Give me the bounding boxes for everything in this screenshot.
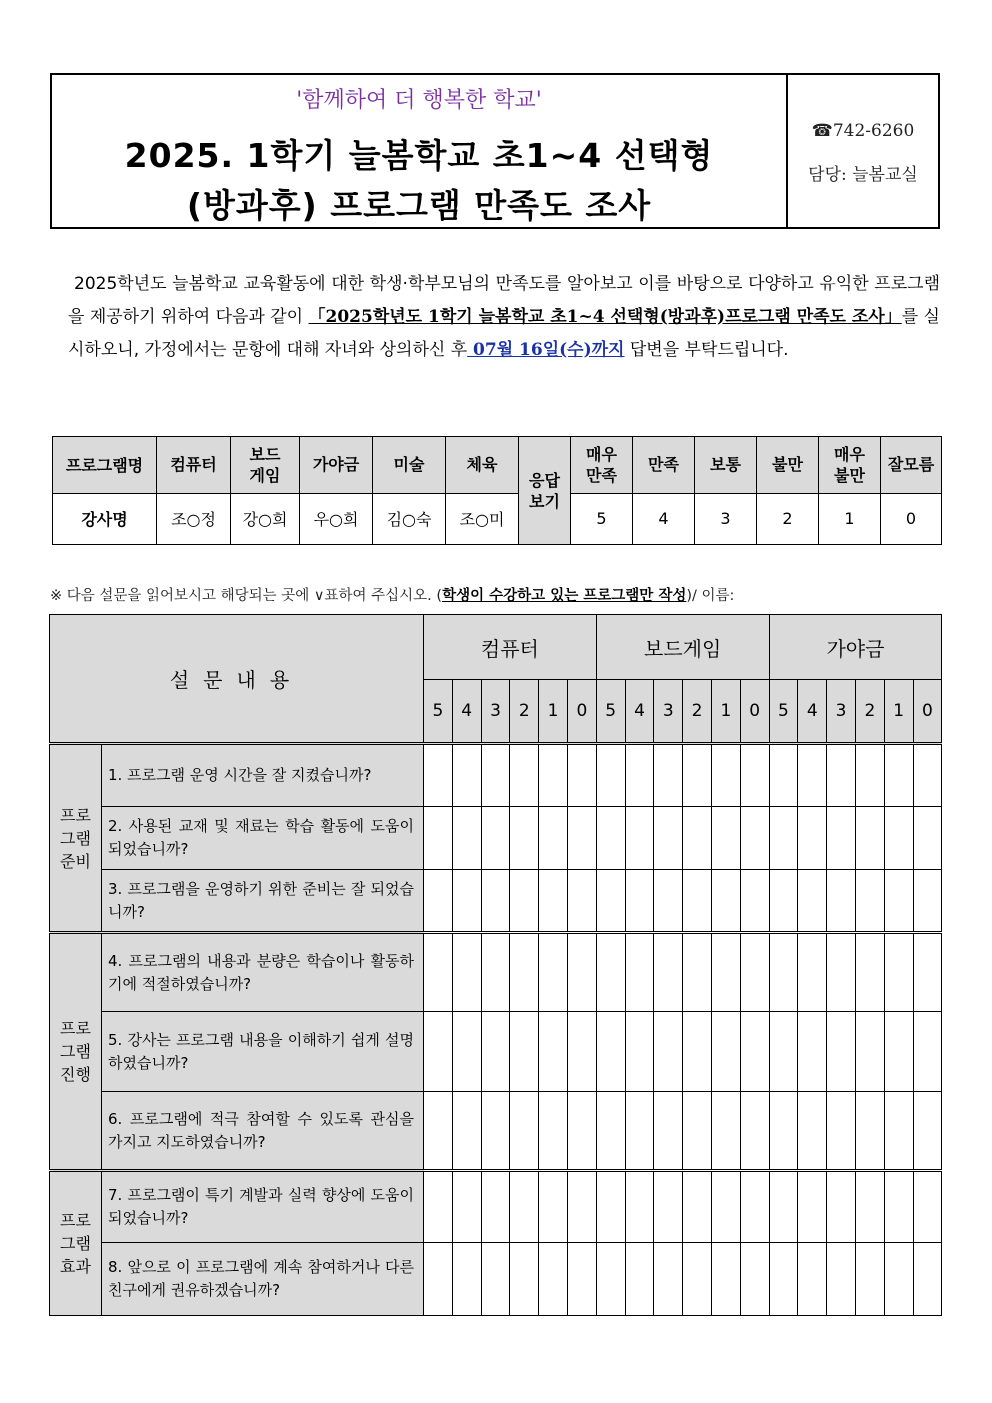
category-2: 프로 그램 진행 — [50, 933, 102, 1171]
answer-cell[interactable] — [510, 870, 539, 933]
answer-cell[interactable] — [683, 1092, 712, 1171]
answer-cell[interactable] — [567, 1092, 596, 1171]
answer-cell[interactable] — [424, 870, 453, 933]
answer-cell[interactable] — [913, 807, 942, 870]
answer-cell[interactable] — [711, 1243, 740, 1316]
answer-cell[interactable] — [654, 744, 683, 807]
answer-cell[interactable] — [567, 807, 596, 870]
category-3: 프로 그램 효과 — [50, 1171, 102, 1316]
teacher-name-3: 우○희 — [300, 493, 373, 544]
answer-cell[interactable] — [884, 870, 913, 933]
answer-cell[interactable] — [913, 1092, 942, 1171]
scale-label: 응답 보기 — [519, 437, 571, 545]
answer-cell[interactable] — [567, 933, 596, 1012]
answer-cell[interactable] — [711, 1092, 740, 1171]
answer-cell[interactable] — [798, 933, 827, 1012]
survey-name: 「2025학년도 1학기 늘봄학교 초1~4 선택형(방과후)프로그램 만족도 조사」 — [308, 307, 902, 327]
deadline: 07월 16일(수)까지 — [467, 340, 625, 360]
question-row — [50, 807, 942, 870]
answer-cell[interactable] — [481, 744, 510, 807]
answer-cell[interactable] — [625, 933, 654, 1012]
scale-label-0: 잘모름 — [881, 437, 942, 494]
score-header-1-5: 5 — [424, 680, 453, 744]
answer-cell[interactable] — [683, 870, 712, 933]
answer-cell[interactable] — [539, 933, 568, 1012]
answer-cell[interactable] — [481, 1012, 510, 1092]
answer-cell[interactable] — [827, 807, 856, 870]
answer-cell[interactable] — [481, 933, 510, 1012]
answer-cell[interactable] — [769, 933, 798, 1012]
answer-cell[interactable] — [539, 1243, 568, 1316]
survey-content-header: 설문내용 — [50, 615, 424, 744]
answer-cell[interactable] — [654, 1171, 683, 1243]
answer-cell[interactable] — [769, 807, 798, 870]
question-6: 6. 프로그램에 적극 참여할 수 있도록 관심을 가지고 지도하였습니까? — [102, 1092, 424, 1171]
question-1: 1. 프로그램 운영 시간을 잘 지켰습니까? — [102, 744, 424, 807]
answer-cell[interactable] — [711, 1012, 740, 1092]
question-2: 2. 사용된 교재 및 재료는 학습 활동에 도움이 되었습니까? — [102, 807, 424, 870]
answer-cell[interactable] — [625, 870, 654, 933]
answer-cell[interactable] — [855, 744, 884, 807]
answer-cell[interactable] — [654, 807, 683, 870]
answer-cell[interactable] — [596, 1243, 625, 1316]
answer-cell[interactable] — [884, 1092, 913, 1171]
answer-cell[interactable] — [827, 1243, 856, 1316]
answer-cell[interactable] — [740, 870, 769, 933]
scale-value-3: 3 — [695, 493, 757, 544]
answer-cell[interactable] — [539, 1012, 568, 1092]
answer-cell[interactable] — [711, 870, 740, 933]
teacher-name-2: 강○희 — [231, 493, 300, 544]
answer-cell[interactable] — [596, 807, 625, 870]
answer-cell[interactable] — [596, 870, 625, 933]
program-name-1: 컴퓨터 — [157, 437, 231, 494]
answer-cell[interactable] — [539, 807, 568, 870]
survey-program-1: 컴퓨터 — [424, 615, 597, 680]
answer-cell[interactable] — [596, 1092, 625, 1171]
answer-cell[interactable] — [769, 1012, 798, 1092]
answer-cell[interactable] — [855, 933, 884, 1012]
answer-cell[interactable] — [510, 744, 539, 807]
answer-cell[interactable] — [798, 1092, 827, 1171]
answer-cell[interactable] — [827, 744, 856, 807]
answer-cell[interactable] — [625, 744, 654, 807]
question-row — [50, 1171, 942, 1243]
score-header-2-2: 2 — [683, 680, 712, 744]
score-header-2-0: 0 — [740, 680, 769, 744]
answer-cell[interactable] — [567, 870, 596, 933]
answer-cell[interactable] — [740, 1012, 769, 1092]
answer-cell[interactable] — [654, 1092, 683, 1171]
score-header-1-4: 4 — [452, 680, 481, 744]
answer-cell[interactable] — [798, 744, 827, 807]
header-box — [50, 73, 940, 229]
note-text-2: )/ 이름: — [686, 588, 735, 604]
answer-cell[interactable] — [567, 1012, 596, 1092]
answer-cell[interactable] — [625, 1243, 654, 1316]
answer-cell[interactable] — [510, 933, 539, 1012]
answer-cell[interactable] — [510, 1092, 539, 1171]
answer-cell[interactable] — [798, 870, 827, 933]
answer-cell[interactable] — [769, 1171, 798, 1243]
answer-cell[interactable] — [539, 1171, 568, 1243]
answer-cell[interactable] — [769, 744, 798, 807]
answer-cell[interactable] — [424, 807, 453, 870]
score-header-2-1: 1 — [711, 680, 740, 744]
program-name-2: 보드 게임 — [231, 437, 300, 494]
score-header-2-3: 3 — [654, 680, 683, 744]
answer-cell[interactable] — [452, 1243, 481, 1316]
answer-cell[interactable] — [769, 1243, 798, 1316]
answer-cell[interactable] — [827, 1171, 856, 1243]
answer-cell[interactable] — [827, 1012, 856, 1092]
score-header-3-2: 2 — [855, 680, 884, 744]
answer-cell[interactable] — [539, 1092, 568, 1171]
answer-cell[interactable] — [510, 807, 539, 870]
score-header-3-4: 4 — [798, 680, 827, 744]
answer-cell[interactable] — [913, 1171, 942, 1243]
answer-cell[interactable] — [683, 1171, 712, 1243]
answer-cell[interactable] — [884, 744, 913, 807]
score-header-3-0: 0 — [913, 680, 942, 744]
page-title-line2: (방과후) 프로그램 만족도 조사 — [186, 186, 652, 225]
answer-cell[interactable] — [740, 807, 769, 870]
question-row — [50, 1012, 942, 1092]
answer-cell[interactable] — [683, 744, 712, 807]
answer-cell[interactable] — [827, 1092, 856, 1171]
note-emphasis: 학생이 수강하고 있는 프로그램만 작성 — [442, 588, 687, 604]
answer-cell[interactable] — [452, 1092, 481, 1171]
answer-cell[interactable] — [798, 807, 827, 870]
answer-cell[interactable] — [654, 933, 683, 1012]
scale-label-5: 매우 만족 — [571, 437, 633, 494]
answer-cell[interactable] — [596, 933, 625, 1012]
scale-label-3: 보통 — [695, 437, 757, 494]
scale-label-4: 만족 — [633, 437, 695, 494]
answer-cell[interactable] — [913, 744, 942, 807]
question-7: 7. 프로그램이 특기 계발과 실력 향상에 도움이 되었습니까? — [102, 1171, 424, 1243]
answer-cell[interactable] — [711, 807, 740, 870]
answer-cell[interactable] — [510, 1243, 539, 1316]
answer-cell[interactable] — [740, 744, 769, 807]
question-4: 4. 프로그램의 내용과 분량은 학습이나 활동하기에 적절하였습니까? — [102, 933, 424, 1012]
contact-box — [788, 75, 938, 227]
scale-label-1: 매우 불만 — [819, 437, 881, 494]
answer-cell[interactable] — [913, 1012, 942, 1092]
answer-cell[interactable] — [452, 1012, 481, 1092]
score-header-2-4: 4 — [625, 680, 654, 744]
answer-cell[interactable] — [884, 933, 913, 1012]
answer-cell[interactable] — [481, 1243, 510, 1316]
answer-cell[interactable] — [596, 1012, 625, 1092]
answer-cell[interactable] — [740, 1092, 769, 1171]
question-8: 8. 앞으로 이 프로그램에 계속 참여하거나 다른 친구에게 권유하겠습니까? — [102, 1243, 424, 1316]
instruction-note — [50, 584, 734, 605]
scale-value-5: 5 — [571, 493, 633, 544]
scale-value-4: 4 — [633, 493, 695, 544]
answer-cell[interactable] — [481, 1171, 510, 1243]
phone-number: ☎742-6260 — [811, 121, 915, 141]
slogan: '함께하여 더 행복한 학교' — [296, 88, 542, 113]
answer-cell[interactable] — [855, 870, 884, 933]
score-header-1-2: 2 — [510, 680, 539, 744]
question-row — [50, 870, 942, 933]
question-row — [50, 744, 942, 807]
answer-cell[interactable] — [798, 1012, 827, 1092]
program-name-4: 미술 — [373, 437, 446, 494]
answer-cell[interactable] — [913, 1243, 942, 1316]
question-row — [50, 1243, 942, 1316]
answer-cell[interactable] — [711, 1171, 740, 1243]
answer-cell[interactable] — [769, 870, 798, 933]
scale-value-0: 0 — [881, 493, 942, 544]
score-header-3-5: 5 — [769, 680, 798, 744]
score-header-1-3: 3 — [481, 680, 510, 744]
answer-cell[interactable] — [654, 1012, 683, 1092]
answer-cell[interactable] — [740, 1243, 769, 1316]
answer-cell[interactable] — [683, 1012, 712, 1092]
answer-cell[interactable] — [913, 933, 942, 1012]
answer-cell[interactable] — [539, 744, 568, 807]
question-3: 3. 프로그램을 운영하기 위한 준비는 잘 되었습니까? — [102, 870, 424, 933]
answer-cell[interactable] — [452, 933, 481, 1012]
teacher-name-4: 김○숙 — [373, 493, 446, 544]
answer-cell[interactable] — [798, 1171, 827, 1243]
answer-cell[interactable] — [683, 1243, 712, 1316]
program-name-5: 체육 — [446, 437, 519, 494]
answer-cell[interactable] — [452, 744, 481, 807]
answer-cell[interactable] — [452, 807, 481, 870]
survey-table — [49, 614, 942, 1316]
answer-cell[interactable] — [827, 933, 856, 1012]
scale-label-2: 불만 — [757, 437, 819, 494]
answer-cell[interactable] — [913, 870, 942, 933]
program-name-header: 프로그램명 — [53, 437, 157, 494]
answer-cell[interactable] — [683, 933, 712, 1012]
survey-program-2: 보드게임 — [596, 615, 769, 680]
note-text-1: ※ 다음 설문을 읽어보시고 해당되는 곳에 ∨표하여 주십시오. ( — [50, 588, 443, 604]
teacher-name-5: 조○미 — [446, 493, 519, 544]
answer-cell[interactable] — [481, 1092, 510, 1171]
answer-cell[interactable] — [510, 1012, 539, 1092]
answer-cell[interactable] — [510, 1171, 539, 1243]
answer-cell[interactable] — [769, 1092, 798, 1171]
answer-cell[interactable] — [884, 1171, 913, 1243]
answer-cell[interactable] — [567, 1243, 596, 1316]
answer-cell[interactable] — [798, 1243, 827, 1316]
header-title-area — [52, 75, 788, 227]
answer-cell[interactable] — [625, 1012, 654, 1092]
answer-cell[interactable] — [683, 807, 712, 870]
intro-text-2: 를 실시하오니, 가정에서는 문항에 대해 자녀와 상의하신 후 — [68, 307, 940, 360]
page-title-line1: 2025. 1학기 늘봄학교 초1~4 선택형 — [124, 136, 714, 175]
contact-person: 담당: 늘봄교실 — [808, 165, 918, 185]
score-header-2-5: 5 — [596, 680, 625, 744]
intro-text-1: 2025학년도 늘봄학교 교육활동에 대한 학생·학부모님의 만족도를 알아보고 이를 바탕으로 다양하고 유익한 프로그램을 제공하기 위하여 다음과 같이 — [68, 274, 940, 327]
answer-cell[interactable] — [424, 1012, 453, 1092]
answer-cell[interactable] — [452, 1171, 481, 1243]
answer-cell[interactable] — [711, 933, 740, 1012]
answer-cell[interactable] — [625, 1171, 654, 1243]
teacher-name-1: 조○정 — [157, 493, 231, 544]
answer-cell[interactable] — [740, 933, 769, 1012]
answer-cell[interactable] — [424, 933, 453, 1012]
answer-cell[interactable] — [855, 807, 884, 870]
score-header-3-1: 1 — [884, 680, 913, 744]
answer-cell[interactable] — [567, 1171, 596, 1243]
score-header-1-0: 0 — [567, 680, 596, 744]
answer-cell[interactable] — [596, 1171, 625, 1243]
answer-cell[interactable] — [596, 744, 625, 807]
answer-cell[interactable] — [567, 744, 596, 807]
question-5: 5. 강사는 프로그램 내용을 이해하기 쉽게 설명하였습니까? — [102, 1012, 424, 1092]
question-row — [50, 1092, 942, 1171]
answer-cell[interactable] — [424, 1092, 453, 1171]
program-table — [52, 436, 942, 545]
answer-cell[interactable] — [711, 744, 740, 807]
answer-cell[interactable] — [855, 1012, 884, 1092]
answer-cell[interactable] — [884, 807, 913, 870]
answer-cell[interactable] — [855, 1171, 884, 1243]
answer-cell[interactable] — [855, 1243, 884, 1316]
answer-cell[interactable] — [884, 1012, 913, 1092]
answer-cell[interactable] — [424, 1171, 453, 1243]
answer-cell[interactable] — [827, 870, 856, 933]
answer-cell[interactable] — [424, 744, 453, 807]
scale-value-1: 1 — [819, 493, 881, 544]
question-row — [50, 933, 942, 1012]
answer-cell[interactable] — [539, 870, 568, 933]
scale-value-2: 2 — [757, 493, 819, 544]
program-name-3: 가야금 — [300, 437, 373, 494]
answer-cell[interactable] — [654, 870, 683, 933]
answer-cell[interactable] — [625, 1092, 654, 1171]
answer-cell[interactable] — [452, 870, 481, 933]
score-header-1-1: 1 — [539, 680, 568, 744]
answer-cell[interactable] — [481, 870, 510, 933]
category-1: 프로 그램 준비 — [50, 744, 102, 933]
intro-text-3: 답변을 부탁드립니다. — [624, 340, 789, 360]
answer-cell[interactable] — [884, 1243, 913, 1316]
answer-cell[interactable] — [625, 807, 654, 870]
teacher-name-header: 강사명 — [53, 493, 157, 544]
intro-paragraph — [68, 268, 940, 367]
answer-cell[interactable] — [424, 1243, 453, 1316]
answer-cell[interactable] — [481, 807, 510, 870]
answer-cell[interactable] — [654, 1243, 683, 1316]
answer-cell[interactable] — [855, 1092, 884, 1171]
answer-cell[interactable] — [740, 1171, 769, 1243]
survey-program-3: 가야금 — [769, 615, 942, 680]
score-header-3-3: 3 — [827, 680, 856, 744]
